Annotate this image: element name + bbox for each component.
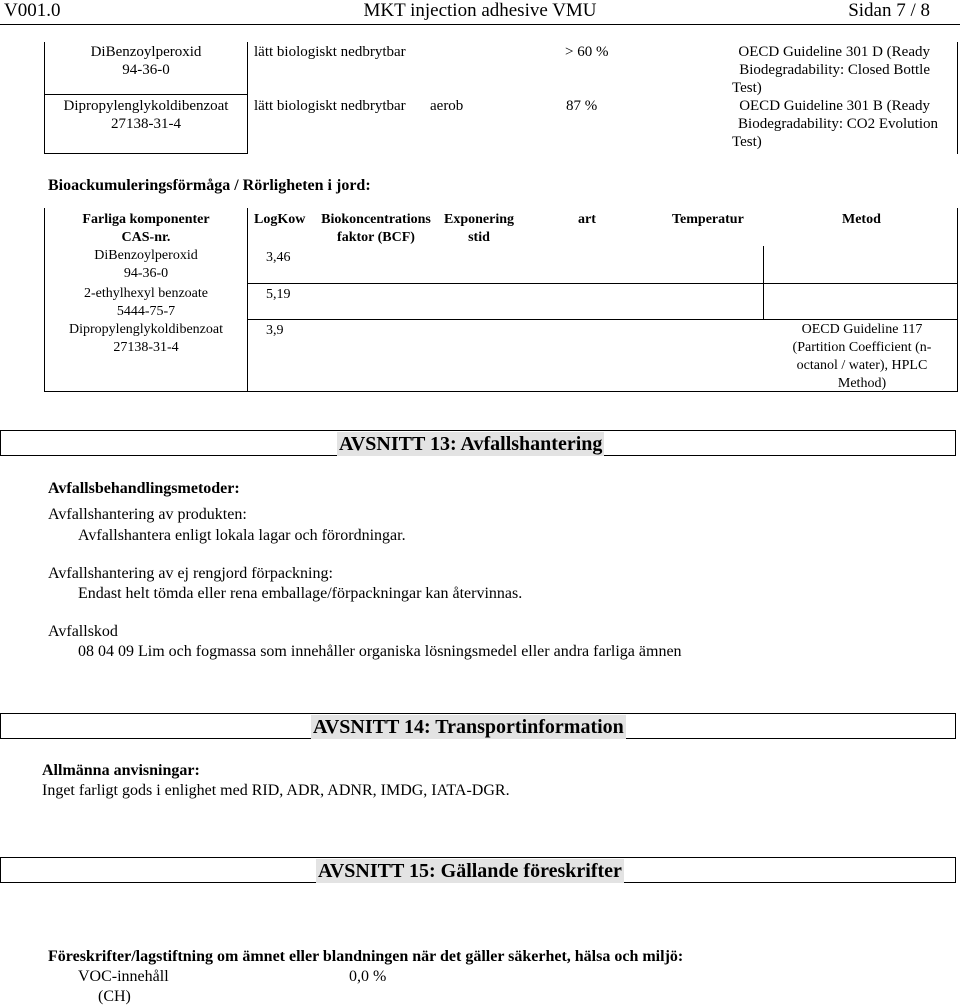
component-cas: 27138-31-4 — [113, 340, 179, 355]
section-15-title: AVSNITT 15: Gällande föreskrifter — [318, 860, 622, 882]
degradation-method-line: OECD Guideline 301 B (Ready — [739, 98, 930, 114]
col-header-cas: CAS-nr. — [121, 230, 171, 245]
waste-methods-heading: Avfallsbehandlingsmetoder: — [48, 480, 240, 497]
col-header-temperature: Temperatur — [672, 212, 744, 227]
waste-packaging-label: Avfallshantering av ej rengjord förpackning: — [48, 565, 333, 582]
degradation-value: > 60 % — [565, 44, 609, 60]
logkow-value: 3,46 — [266, 250, 291, 265]
component-name: DiBenzoylperoxid — [94, 248, 198, 263]
row-divider — [248, 246, 958, 284]
waste-product-label: Avfallshantering av produkten: — [48, 506, 247, 523]
component-cas: 5444-75-7 — [116, 304, 176, 319]
bioaccumulation-heading: Bioackumuleringsförmåga / Rörligheten i jord: — [48, 177, 371, 194]
component-cas: 27138-31-4 — [111, 116, 181, 132]
component-cas: 94-36-0 — [122, 62, 170, 78]
degradation-condition: aerob — [430, 98, 464, 114]
waste-product-text: Avfallshantera enligt lokala lagar och förordningar. — [78, 527, 406, 544]
regulations-heading: Föreskrifter/lagstiftning om ämnet eller blandningen när det gäller säkerhet, hälsa och miljö: — [48, 948, 684, 965]
waste-packaging-text: Endast helt tömda eller rena emballage/förpackningar kan återvinnas. — [78, 585, 523, 602]
transport-general-heading: Allmänna anvisningar: — [42, 762, 200, 779]
method-line: (Partition Coefficient (n- — [792, 340, 932, 355]
component-name: DiBenzoylperoxid — [90, 44, 202, 60]
method-line: octanol / water), HPLC — [796, 358, 928, 373]
voc-label-unit: (CH) — [98, 988, 131, 1005]
component-cas: 94-36-0 — [123, 266, 169, 281]
degradation-result: lätt biologiskt nedbrytbar — [254, 98, 406, 114]
method-line: Method) — [837, 376, 887, 391]
header-divider — [0, 24, 960, 25]
degradation-method-line: Biodegradability: CO2 Evolution — [738, 116, 938, 132]
method-line: OECD Guideline 117 — [801, 322, 923, 337]
section-14-title: AVSNITT 14: Transportinformation — [313, 716, 624, 738]
col-header-bcf: Biokoncentrations — [321, 212, 431, 227]
voc-value: 0,0 % — [349, 968, 387, 985]
document-version: V001.0 — [4, 0, 61, 21]
voc-label: VOC-innehåll — [78, 968, 169, 985]
row-divider — [248, 284, 958, 320]
col-header-species: art — [578, 212, 596, 227]
document-title: MKT injection adhesive VMU — [363, 0, 597, 21]
degradation-method-line: Biodegradability: Closed Bottle — [739, 62, 930, 78]
col-header-exposure: Exponering — [443, 212, 514, 227]
waste-code-label: Avfallskod — [48, 623, 118, 640]
component-name: Dipropylenglykoldibenzoat — [69, 322, 223, 337]
degradation-method-line: Test) — [732, 80, 762, 96]
page-number: Sidan 7 / 8 — [848, 0, 930, 21]
logkow-value: 3,9 — [266, 323, 284, 338]
col-header-method: Metod — [842, 212, 881, 227]
col-header-exposure: stid — [468, 230, 490, 245]
degradation-method-line: Test) — [732, 134, 762, 150]
transport-general-text: Inget farligt gods i enlighet med RID, ADR, ADNR, IMDG, IATA-DGR. — [42, 782, 510, 799]
col-header-logkow: LogKow — [254, 212, 306, 227]
waste-code-text: 08 04 09 Lim och fogmassa som innehåller organiska lösningsmedel eller andra farliga ämnen — [78, 643, 682, 660]
col-header-bcf: faktor (BCF) — [337, 230, 415, 245]
component-name: Dipropylenglykoldibenzoat — [63, 98, 229, 114]
section-13-title: AVSNITT 13: Avfallshantering — [339, 433, 603, 455]
degradation-result: lätt biologiskt nedbrytbar — [254, 44, 406, 60]
col-header-component: Farliga komponenter — [82, 212, 210, 227]
logkow-value: 5,19 — [266, 287, 291, 302]
degradation-method-line: OECD Guideline 301 D (Ready — [738, 44, 930, 60]
degradation-value: 87 % — [566, 98, 598, 114]
component-name: 2-ethylhexyl benzoate — [83, 286, 208, 301]
